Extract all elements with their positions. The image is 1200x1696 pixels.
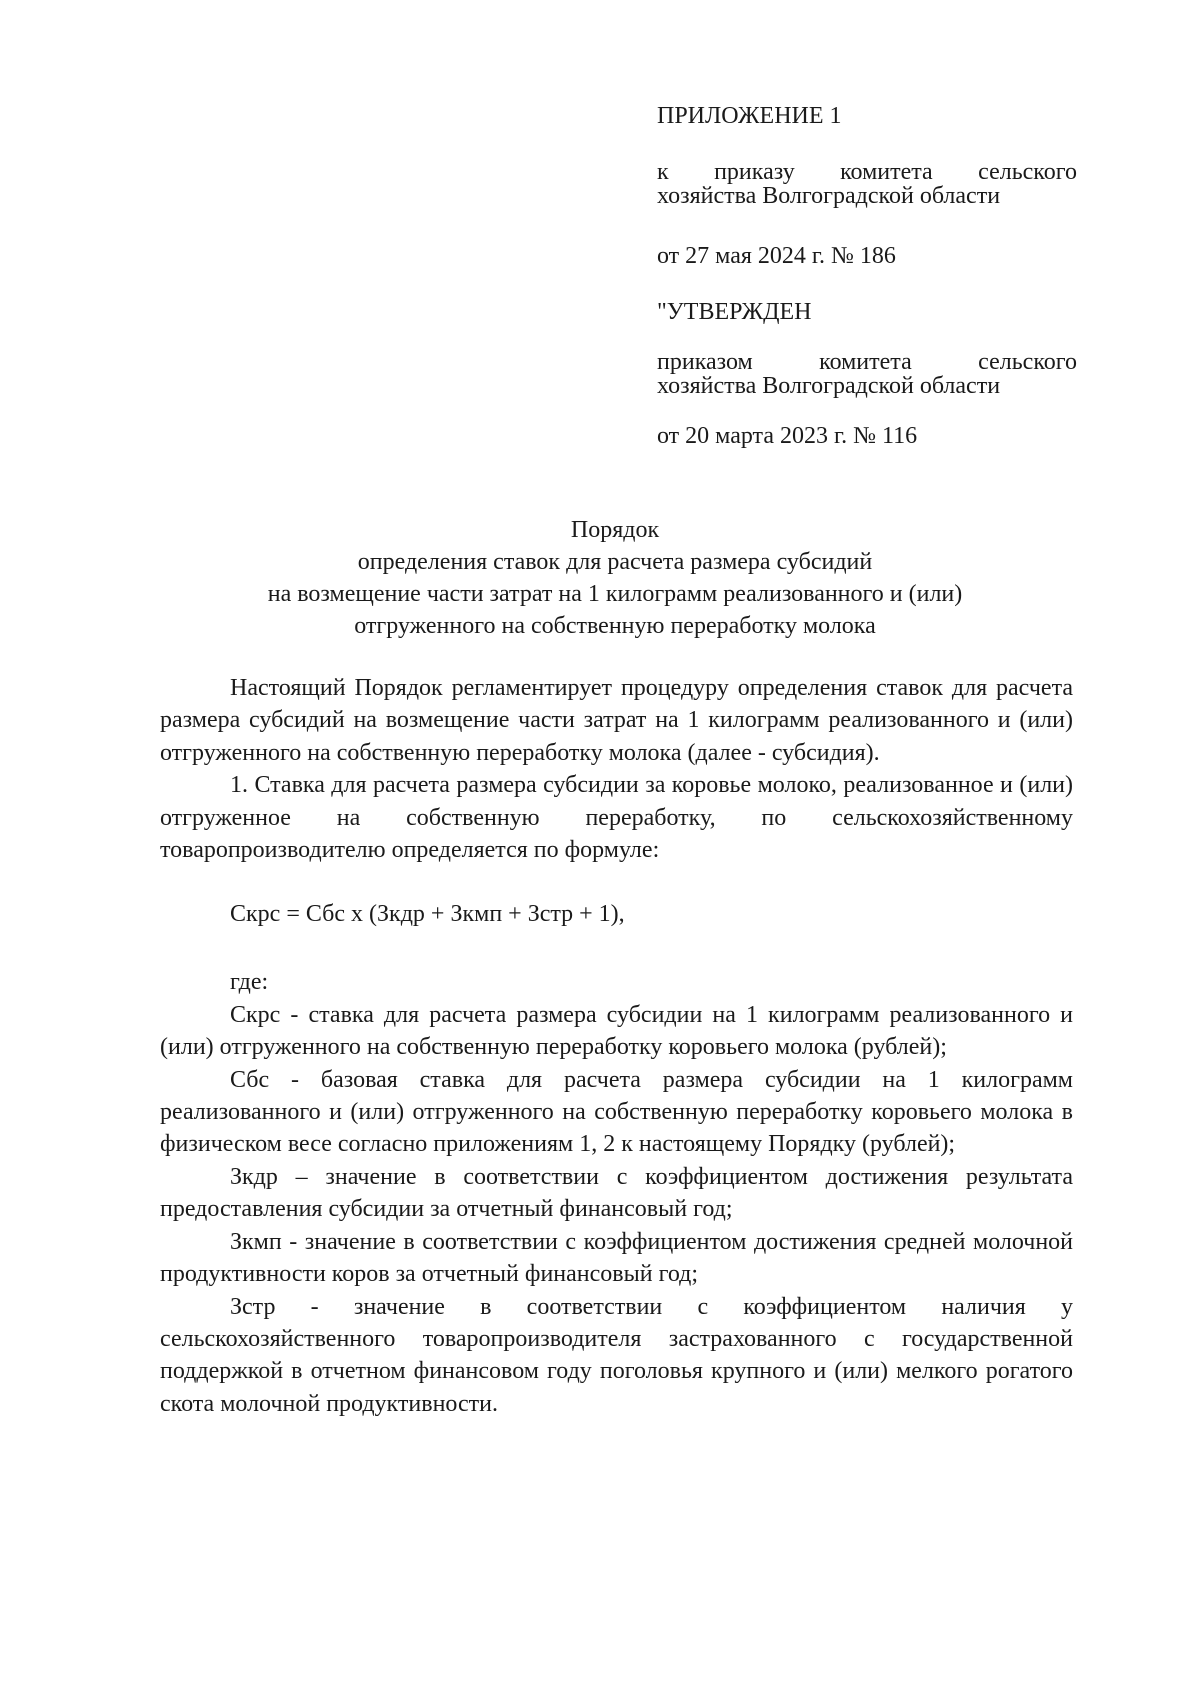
title-line-4: отгруженного на собственную переработку молока (354, 613, 876, 639)
definition-zkdr: Зкдр – значение в соответствии с коэффициентом достижения результата предоставления субсидии за отчетный финансовый год; (160, 1163, 1073, 1223)
title-line-3: на возмещение части затрат на 1 килограмм реализованного и (или) (267, 581, 963, 607)
where-label: где: (230, 969, 269, 996)
document-title (160, 514, 1070, 642)
by-order-line-1: приказом комитета сельского (657, 349, 1077, 375)
document-body (160, 672, 1073, 1420)
formula: Скрс = Сбс х (Зкдр + Зкмп + Зстр + 1), (230, 901, 625, 928)
order-date-1: от 27 мая 2024 г. № 186 (657, 243, 896, 269)
definition-sbs: Сбс - базовая ставка для расчета размера субсидии на 1 килограмм реализованного и (или) отгруженного на собственную переработку коровьего молока в физическом весе согласно приложениям 1, 2 к настоящему Порядку (рублей); (160, 1066, 1073, 1158)
definition-zkmp: Зкмп - значение в соответствии с коэффициентом достижения средней молочной продуктивности коров за отчетный финансовый год; (160, 1228, 1073, 1288)
approved-label: "УТВЕРЖДЕН (657, 299, 812, 325)
title-line-2: определения ставок для расчета размера субсидий (357, 549, 873, 575)
definition-skrs: Скрс - ставка для расчета размера субсидии на 1 килограмм реализованного и (или) отгруженного на собственную переработку коровьего молока (рублей); (160, 1001, 1073, 1061)
spacer (160, 866, 1073, 898)
item-1-paragraph: 1. Ставка для расчета размера субсидии за коровье молоко, реализованное и (или) отгруженное на собственную переработку, по сельскохозяйственному товаропроизводителю определяется по формуле: (160, 772, 1073, 864)
definition-zstr: Зстр - значение в соответствии с коэффициентом наличия у сельскохозяйственного товаропроизводителя застрахованного с государственной поддержкой в отчетном финансовом году поголовья крупного и (или) мелкого рогатого скота молочной продуктивности. (160, 1293, 1073, 1417)
to-order-line-2: хозяйства Волгоградской области (657, 183, 1001, 209)
by-order-line-2: хозяйства Волгоградской области (657, 373, 1001, 399)
intro-paragraph: Настоящий Порядок регламентирует процедуру определения ставок для расчета размера субсидий на возмещение части затрат на 1 килограмм реализованного и (или) отгруженного на собственную переработку молока (далее - субсидия). (160, 675, 1073, 766)
spacer (160, 930, 1073, 966)
appendix-label: ПРИЛОЖЕНИЕ 1 (657, 103, 842, 129)
to-order-line-1: к приказу комитета сельского (657, 159, 1077, 185)
title-line-1: Порядок (570, 517, 660, 543)
order-date-2: от 20 марта 2023 г. № 116 (657, 423, 918, 449)
